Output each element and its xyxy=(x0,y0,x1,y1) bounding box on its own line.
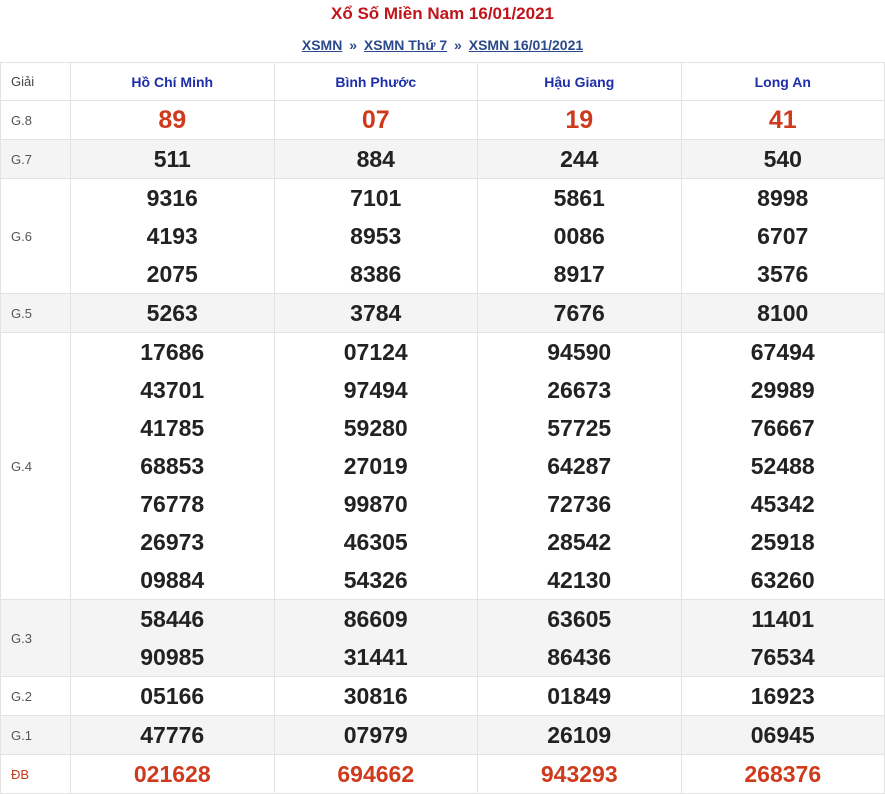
province-header[interactable]: Bình Phước xyxy=(274,63,478,101)
result-number: 76667 xyxy=(750,415,815,441)
result-number: 67494 xyxy=(750,339,815,365)
province-header[interactable]: Hậu Giang xyxy=(478,63,682,101)
result-number: 97494 xyxy=(343,377,408,403)
result-number: 27019 xyxy=(343,453,408,479)
result-number: 26109 xyxy=(547,722,612,748)
result-number: 11401 xyxy=(751,606,815,632)
prize-label: ĐB xyxy=(1,755,71,794)
result-cell xyxy=(478,294,682,333)
prize-label: G.5 xyxy=(1,294,71,333)
prize-row xyxy=(1,333,885,600)
result-number: 9316 xyxy=(146,185,198,211)
prize-column-header: Giải xyxy=(1,63,71,101)
results-table xyxy=(0,62,885,794)
result-number: 59280 xyxy=(343,415,408,441)
result-cell xyxy=(274,755,478,794)
result-number: 5861 xyxy=(553,185,605,211)
result-number: 07124 xyxy=(343,339,408,365)
result-number: 6707 xyxy=(757,223,809,249)
result-cell xyxy=(478,140,682,179)
result-number: 63260 xyxy=(750,567,815,593)
result-cell xyxy=(681,677,885,716)
result-cell xyxy=(681,716,885,755)
result-number: 07 xyxy=(361,106,390,134)
result-cell xyxy=(681,179,885,294)
result-cell xyxy=(274,333,478,600)
result-number: 90985 xyxy=(140,644,205,670)
prize-row xyxy=(1,755,885,794)
prize-row xyxy=(1,179,885,294)
result-number: 3784 xyxy=(350,300,402,326)
result-number: 511 xyxy=(153,146,191,172)
prize-label: G.2 xyxy=(1,677,71,716)
result-number: 06945 xyxy=(750,722,815,748)
result-number: 45342 xyxy=(750,491,815,517)
result-number: 01849 xyxy=(547,683,612,709)
result-cell xyxy=(274,179,478,294)
result-number: 57725 xyxy=(547,415,612,441)
result-cell xyxy=(478,677,682,716)
result-number: 16923 xyxy=(750,683,815,709)
result-number: 54326 xyxy=(343,567,408,593)
result-cell xyxy=(681,101,885,140)
result-number: 89 xyxy=(158,106,187,134)
province-header[interactable]: Long An xyxy=(681,63,885,101)
result-cell xyxy=(274,294,478,333)
result-number: 41785 xyxy=(140,415,205,441)
result-number: 76778 xyxy=(140,491,205,517)
result-cell xyxy=(478,600,682,677)
breadcrumb xyxy=(0,28,885,62)
result-number: 72736 xyxy=(547,491,612,517)
result-cell xyxy=(681,140,885,179)
result-number: 7676 xyxy=(553,300,605,326)
result-number: 47776 xyxy=(140,722,205,748)
result-number: 25918 xyxy=(750,529,815,555)
result-cell xyxy=(681,333,885,600)
result-number: 26973 xyxy=(140,529,205,555)
province-header[interactable]: Hồ Chí Minh xyxy=(71,63,275,101)
result-number: 244 xyxy=(560,146,599,172)
result-number: 31441 xyxy=(343,644,408,670)
result-cell xyxy=(478,101,682,140)
result-cell xyxy=(478,333,682,600)
result-number: 99870 xyxy=(343,491,408,517)
breadcrumb-separator: » xyxy=(454,37,462,53)
prize-row xyxy=(1,294,885,333)
result-cell xyxy=(681,755,885,794)
prize-label: G.8 xyxy=(1,101,71,140)
result-cell xyxy=(71,333,275,600)
breadcrumb-link-date[interactable]: XSMN 16/01/2021 xyxy=(468,37,584,53)
result-cell xyxy=(71,677,275,716)
result-number: 4193 xyxy=(146,223,198,249)
result-number: 540 xyxy=(763,146,802,172)
result-cell xyxy=(71,755,275,794)
result-number: 8386 xyxy=(350,261,402,287)
result-number: 94590 xyxy=(547,339,612,365)
result-number: 05166 xyxy=(140,683,205,709)
prize-row xyxy=(1,600,885,677)
result-number: 8998 xyxy=(757,185,809,211)
result-number: 64287 xyxy=(547,453,612,479)
result-number: 884 xyxy=(356,146,395,172)
breadcrumb-separator: » xyxy=(349,37,357,53)
result-cell xyxy=(274,677,478,716)
result-number: 268376 xyxy=(744,761,822,787)
result-cell xyxy=(681,600,885,677)
result-cell xyxy=(478,179,682,294)
result-number: 07979 xyxy=(343,722,408,748)
result-cell xyxy=(681,294,885,333)
header-row xyxy=(1,63,885,101)
prize-row xyxy=(1,140,885,179)
result-cell xyxy=(274,140,478,179)
result-cell xyxy=(71,716,275,755)
result-number: 52488 xyxy=(750,453,815,479)
result-cell xyxy=(71,600,275,677)
prize-label: G.6 xyxy=(1,179,71,294)
result-cell xyxy=(478,755,682,794)
result-number: 5263 xyxy=(146,300,198,326)
result-cell xyxy=(274,600,478,677)
result-number: 2075 xyxy=(146,261,198,287)
result-cell xyxy=(274,101,478,140)
result-number: 943293 xyxy=(540,761,618,787)
result-number: 41 xyxy=(768,106,797,134)
result-cell xyxy=(71,294,275,333)
result-number: 3576 xyxy=(757,261,809,287)
result-number: 68853 xyxy=(140,453,205,479)
result-number: 29989 xyxy=(750,377,815,403)
result-number: 8917 xyxy=(553,261,605,287)
result-number: 694662 xyxy=(337,761,415,787)
result-cell xyxy=(71,179,275,294)
prize-label: G.4 xyxy=(1,333,71,600)
result-number: 28542 xyxy=(547,529,612,555)
prize-label: G.7 xyxy=(1,140,71,179)
result-number: 021628 xyxy=(133,761,211,787)
prize-label: G.1 xyxy=(1,716,71,755)
result-cell xyxy=(71,140,275,179)
result-number: 8100 xyxy=(757,300,809,326)
result-number: 86436 xyxy=(547,644,612,670)
prize-row xyxy=(1,677,885,716)
result-cell xyxy=(71,101,275,140)
prize-row xyxy=(1,716,885,755)
result-number: 43701 xyxy=(140,377,205,403)
result-number: 76534 xyxy=(750,644,815,670)
result-number: 7101 xyxy=(350,185,402,211)
result-number: 30816 xyxy=(343,683,408,709)
result-number: 58446 xyxy=(140,606,205,632)
prize-label: G.3 xyxy=(1,600,71,677)
result-number: 09884 xyxy=(140,567,205,593)
result-cell xyxy=(478,716,682,755)
result-number: 26673 xyxy=(547,377,612,403)
result-number: 46305 xyxy=(343,529,408,555)
breadcrumb-link-xsmn-thu7[interactable]: XSMN Thứ 7 xyxy=(363,37,448,53)
result-number: 17686 xyxy=(140,339,205,365)
result-number: 0086 xyxy=(553,223,605,249)
result-number: 8953 xyxy=(350,223,402,249)
result-number: 86609 xyxy=(343,606,408,632)
result-number: 63605 xyxy=(547,606,612,632)
prize-row xyxy=(1,101,885,140)
page-title: Xổ Số Miền Nam 16/01/2021 xyxy=(331,4,554,23)
result-cell xyxy=(274,716,478,755)
breadcrumb-link-xsmn[interactable]: XSMN xyxy=(301,37,343,53)
result-number: 19 xyxy=(565,106,594,134)
result-number: 42130 xyxy=(547,567,612,593)
